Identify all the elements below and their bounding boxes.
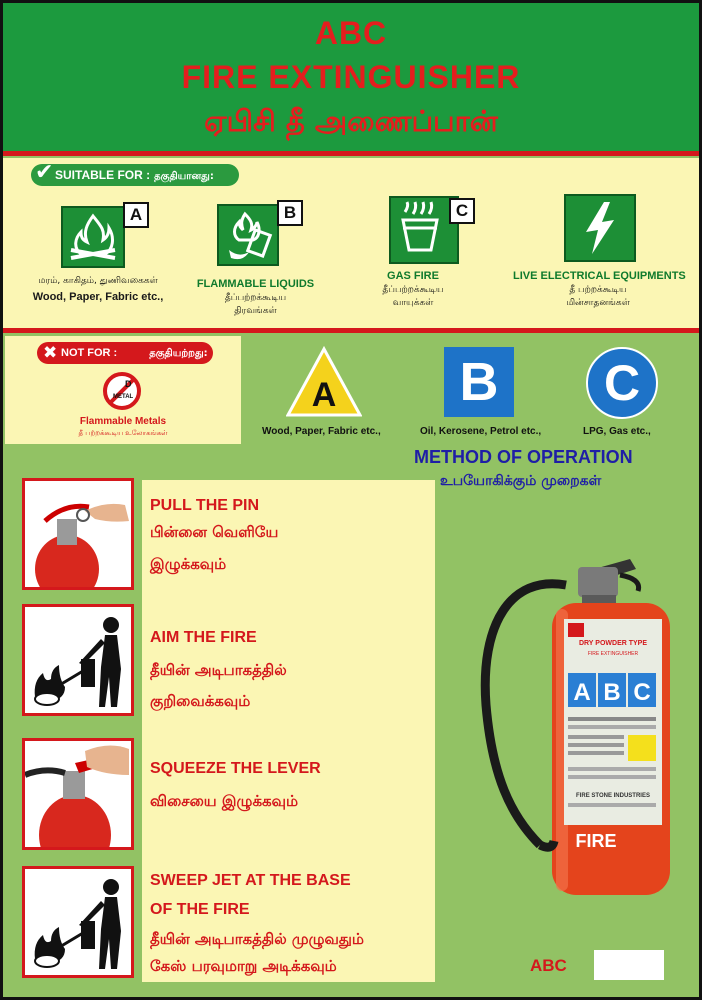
electrical-english: LIVE ELECTRICAL EQUIPMENTS [513,270,686,282]
step-3-english: SQUEEZE THE LEVER [150,760,321,777]
class-c-symbol-label: LPG, Gas etc., [583,426,651,437]
step-3-tamil1: விசையை இழுக்கவும் [150,792,299,810]
extinguisher-letter-c: C [633,679,651,706]
class-c-symbol: C [586,347,658,419]
suitable-for-tag [31,159,239,186]
extinguisher-label-type: DRY POWDER TYPE [578,640,648,647]
divider-middle [3,328,699,333]
aim-fire-photo [22,604,134,716]
fire-extinguisher-image [470,545,680,905]
sweep-jet-photo [22,866,134,978]
title-tamil: ஏபிசி தீ அணைப்பான் [204,104,498,138]
class-c-tamil2: வாயுக்கள் [392,298,434,308]
class-b-letter: B [277,200,303,226]
class-c-english: GAS FIRE [387,270,439,282]
squeeze-lever-photo [22,738,134,850]
not-for-tag [37,342,213,364]
step-2-english: AIM THE FIRE [150,629,257,646]
step-4-tamil1: தீயின் அடிபாகத்தில் முழுவதும் [150,930,364,948]
electrical-tamil1: தீ பற்றக்கூடிய [569,285,627,295]
pull-pin-photo [22,478,134,590]
not-for-english: Flammable Metals [79,416,167,427]
class-b-symbol: B [444,347,514,417]
footer-abc: ABC [530,956,567,975]
class-b-item [183,198,328,323]
no-metal-icon [101,370,143,412]
cross-icon: ✖ [43,343,58,362]
class-b-english: FLAMMABLE LIQUIDS [196,278,315,290]
footer-blank-box [594,950,664,980]
suitable-for-label-tamil: தகுதியானது: [154,171,214,182]
method-title-tamil: உபயோகிக்கும் முறைகள் [440,473,602,489]
extinguisher-letter-a: A [573,679,591,706]
class-a-symbol-label: Wood, Paper, Fabric etc., [262,426,381,437]
class-a-letter: A [123,202,149,228]
suitable-for-label: SUITABLE FOR : [55,168,151,182]
step-4-english1: SWEEP JET AT THE BASE [150,872,351,889]
class-a-english: Wood, Paper, Fabric etc., [32,291,164,303]
class-c-letter: C [449,198,475,224]
step-4-tamil2: கேஸ் பரவுமாறு அடிக்கவும் [150,957,337,975]
burning-wood-icon [61,206,125,268]
flammable-liquid-icon [217,204,279,266]
not-for-label-tamil: தகுதியற்றது: [149,348,208,359]
not-for-label: NOT FOR : [61,347,118,359]
title-fire-extinguisher: FIRE EXTINGUISHER [181,59,521,95]
not-for-tamil: தீ பற்றக்கூடிய உலோகங்கள் [78,429,168,437]
divider-top [3,151,699,156]
step-2-tamil2: குறிவைக்கவும் [150,692,251,710]
class-b-tamil2: திரவங்கள் [234,306,277,316]
extinguisher-letter-b: B [603,679,621,706]
electrical-tamil2: மின்சாதனங்கள் [566,298,630,308]
extinguisher-label-sub: FIRE EXTINGUISHER [587,651,639,657]
electrical-item [513,198,686,323]
class-c-tamil1: தீப்பற்றக்கூடிய [382,285,444,295]
title-abc: ABC [314,15,388,51]
method-title: METHOD OF OPERATION [414,447,633,467]
step-1-tamil2: இழுக்கவும் [150,555,227,573]
step-4-english2: OF THE FIRE [150,901,250,918]
poster-header [3,3,699,151]
class-a-symbol-letter: A [311,376,337,414]
extinguisher-fire-text: FIRE [575,831,617,851]
step-1-english: PULL THE PIN [150,497,260,514]
step-1-tamil1: பின்னை வெளியே [150,523,279,541]
class-a-tamil: மரம், காகிதம், துணிவகைகள் [38,276,158,286]
class-b-symbol-label: Oil, Kerosene, Petrol etc., [420,426,542,437]
checkmark-icon: ✔ [35,159,54,184]
class-a-symbol [286,345,362,417]
not-for-panel [5,336,241,444]
extinguisher-maker: FIRE STONE INDUSTRIES [576,793,650,799]
class-b-tamil1: தீப்பற்றக்கூடிய [224,293,287,303]
suitable-for-panel [3,158,699,328]
lightning-bolt-icon [564,194,636,262]
no-metal-letter: D [125,379,132,389]
class-c-item [353,198,473,323]
class-a-item [23,198,173,323]
no-metal-text: METAL [113,394,134,400]
step-2-tamil1: தீயின் அடிபாகத்தில் [150,661,287,679]
